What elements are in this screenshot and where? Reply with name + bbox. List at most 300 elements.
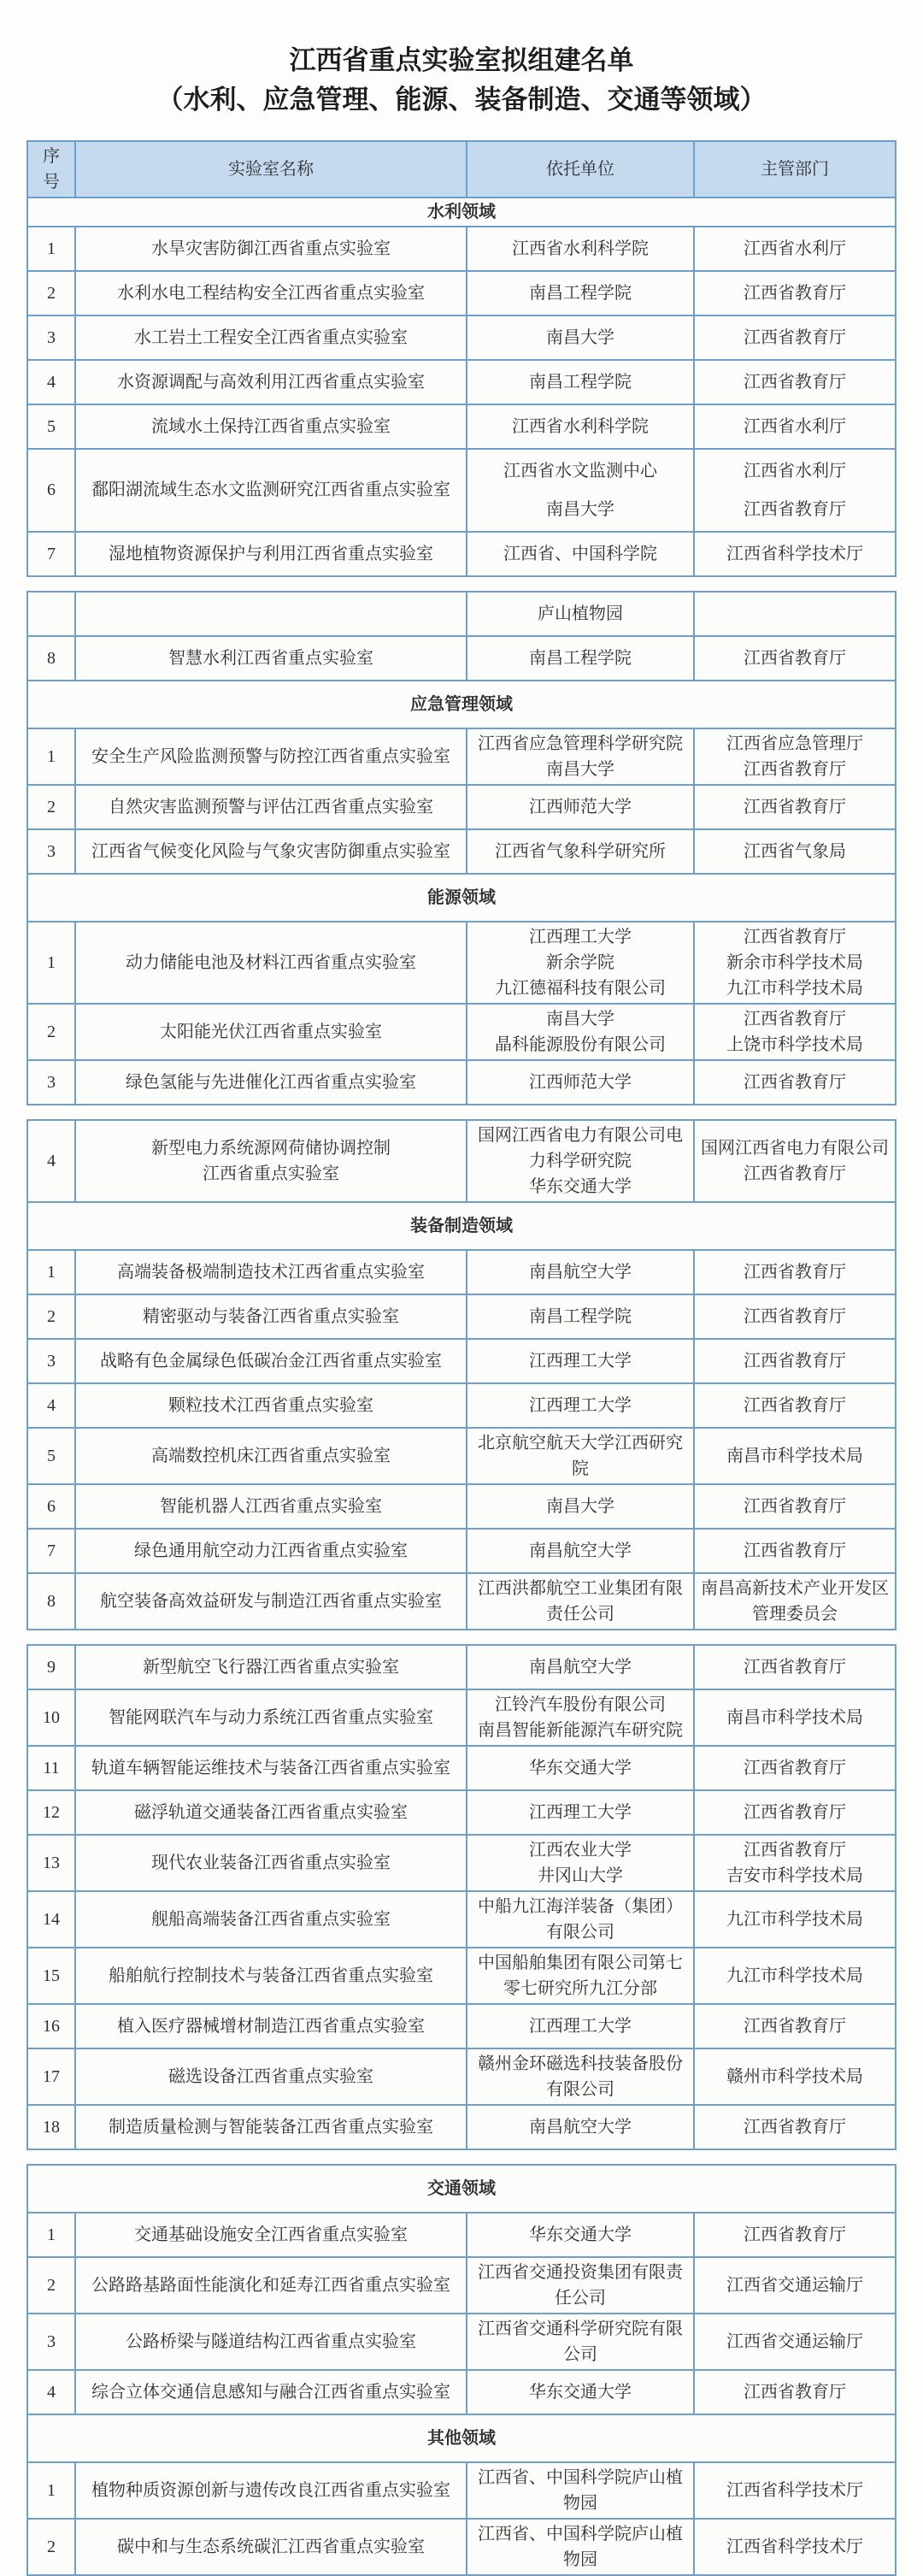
cell-unit [467, 360, 694, 404]
cell-dept-line: 江西省科学技术厅 [726, 545, 863, 563]
cell-lab-name [75, 227, 467, 271]
cell-no: 16 [27, 2004, 75, 2048]
cell-no: 15 [27, 1948, 75, 2004]
cell-unit-line: 江西理工大学 [529, 2017, 632, 2036]
cell-unit [467, 1746, 694, 1790]
cell-unit [467, 227, 694, 271]
cell-lab-name-line: 高端数控机床江西省重点实验室 [151, 1447, 391, 1465]
table-row [27, 1484, 896, 1529]
cell-dept [694, 922, 896, 1004]
cell-dept [694, 636, 896, 681]
cell-no: 3 [27, 829, 75, 874]
header-cell-dept: 主管部门 [694, 141, 896, 197]
cell-unit-line: 南昌大学 [546, 499, 614, 519]
cell-lab-name-line: 新型航空飞行器江西省重点实验室 [143, 1658, 399, 1677]
cell-unit [467, 1060, 694, 1105]
cell-dept-line: 南昌高新技术产业开发区管理委员会 [701, 1579, 889, 1624]
cell-dept [694, 1060, 896, 1105]
cell-lab-name-line: 流域水土保持江西省重点实验室 [151, 417, 391, 436]
cell-lab-name [75, 2048, 467, 2105]
cell-lab-name-line: 综合立体交通信息感知与融合江西省重点实验室 [91, 2383, 450, 2402]
table-row [27, 1428, 896, 1484]
cell-lab-name-line: 公路桥梁与隧道结构江西省重点实验室 [126, 2332, 416, 2351]
cell-dept [694, 2370, 896, 2414]
cell-dept-line: 南昌市科学技术局 [726, 1447, 863, 1465]
cell-unit [467, 636, 694, 681]
cell-dept [694, 592, 896, 636]
cell-no: 18 [27, 2105, 75, 2149]
cell-lab-name-line: 鄱阳湖流域生态水文监测研究江西省重点实验室 [91, 480, 450, 499]
section-row [27, 874, 896, 922]
cell-lab-name [75, 592, 467, 636]
cell-dept-line: 江西省教育厅 [744, 2383, 846, 2402]
cell-unit-line: 江西省交通科学研究院有限公司 [478, 2320, 683, 2364]
cell-unit-line: 南昌航空大学 [529, 1658, 632, 1677]
cell-lab-name-line: 新型电力系统源网荷储协调控制 [151, 1139, 391, 1158]
cell-dept-line: 江西省教育厅 [744, 1841, 846, 1860]
cell-lab-name-line: 交通基础设施安全江西省重点实验室 [134, 2225, 408, 2244]
cell-no: 9 [27, 1645, 75, 1689]
cell-dept [694, 728, 896, 785]
cell-lab-name-line: 现代农业装备江西省重点实验室 [151, 1854, 391, 1872]
cell-dept [694, 2048, 896, 2105]
table-row [27, 1120, 896, 1202]
cell-dept [694, 1294, 896, 1339]
cell-dept [694, 271, 896, 315]
cell-no: 17 [27, 2048, 75, 2105]
cell-dept-line: 吉安市科学技术局 [726, 1866, 863, 1885]
cell-unit [467, 922, 694, 1004]
cell-lab-name-line: 安全生产风险监测预警与防控江西省重点实验室 [91, 747, 450, 766]
cell-dept [694, 2105, 896, 2149]
cell-lab-name [75, 1689, 467, 1746]
cell-unit [467, 404, 694, 449]
cell-dept-line: 江西省教育厅 [744, 2118, 846, 2137]
table-row [27, 1891, 896, 1948]
cell-no: 1 [27, 1250, 75, 1294]
cell-unit-line: 南昌航空大学 [529, 1263, 632, 1282]
table-row [27, 829, 896, 874]
cell-no: 7 [27, 1529, 75, 1573]
page-title-line2: （水利、应急管理、能源、装备制造、交通等领域） [156, 85, 767, 115]
section-label: 其他领域 [27, 2414, 896, 2462]
cell-lab-name [75, 2004, 467, 2048]
cell-unit-line: 江西省水利科学院 [512, 239, 649, 258]
cell-unit-line: 江西师范大学 [529, 1073, 632, 1092]
cell-no: 10 [27, 1689, 75, 1746]
cell-unit [467, 592, 694, 636]
cell-dept [694, 532, 896, 576]
cell-unit-line: 江西省、中国科学院庐山植物园 [478, 2468, 683, 2513]
table-row [27, 785, 896, 829]
cell-unit-line: 江西省气象科学研究所 [495, 842, 666, 861]
cell-dept [694, 315, 896, 360]
cell-dept [694, 1339, 896, 1383]
cell-unit-line: 南昌大学 [546, 1497, 614, 1516]
header-cell-no [27, 141, 75, 197]
cell-unit [467, 1645, 694, 1689]
cell-lab-name-line: 动力储能电池及材料江西省重点实验室 [126, 953, 416, 972]
cell-no: 1 [27, 227, 75, 271]
cell-dept [694, 785, 896, 829]
cell-unit-line: 井冈山大学 [538, 1866, 623, 1885]
cell-unit-line: 江西省水利科学院 [512, 417, 649, 436]
cell-unit-line: 北京航空航天大学江西研究院 [478, 1434, 683, 1478]
cell-lab-name-line: 航空装备高效益研发与制造江西省重点实验室 [100, 1592, 442, 1611]
cell-dept-line: 九江市科学技术局 [726, 1910, 863, 1929]
cell-dept-line: 赣州市科学技术局 [726, 2067, 863, 2086]
section-label: 交通领域 [27, 2165, 896, 2213]
cell-no: 4 [27, 360, 75, 404]
cell-dept [694, 360, 896, 404]
cell-lab-name [75, 1645, 467, 1689]
cell-no: 8 [27, 1573, 75, 1630]
cell-lab-name [75, 2462, 467, 2519]
cell-lab-name [75, 1529, 467, 1573]
table-row [27, 315, 896, 360]
cell-lab-name [75, 315, 467, 360]
cell-dept-line: 江西省应急管理厅 [726, 734, 863, 753]
cell-dept-line: 江西省教育厅 [744, 2017, 846, 2036]
cell-dept-line: 新余市科学技术局 [726, 953, 863, 972]
header-no-line: 序 [43, 147, 60, 166]
section-label: 水利领域 [27, 197, 896, 227]
cell-no: 1 [27, 922, 75, 1004]
cell-unit [467, 785, 694, 829]
cell-lab-name-line: 水资源调配与高效利用江西省重点实验室 [117, 373, 425, 392]
cell-unit-line: 江西理工大学 [529, 1803, 632, 1822]
cell-lab-name-line: 高端装备极端制造技术江西省重点实验室 [117, 1263, 425, 1282]
table-row [27, 2048, 896, 2105]
cell-unit-line: 江西洪都航空工业集团有限责任公司 [478, 1579, 683, 1624]
cell-no: 1 [27, 728, 75, 785]
cell-lab-name [75, 2257, 467, 2314]
cell-lab-name-line: 植入医疗器械增材制造江西省重点实验室 [117, 2017, 425, 2036]
table-row [27, 1060, 896, 1105]
cell-dept [694, 2314, 896, 2370]
cell-lab-name-line: 舰船高端装备江西省重点实验室 [151, 1910, 391, 1929]
lab-table-segments [0, 140, 923, 2576]
cell-lab-name [75, 785, 467, 829]
cell-no: 5 [27, 404, 75, 449]
cell-lab-name [75, 1004, 467, 1060]
table-row [27, 922, 896, 1004]
cell-lab-name-line: 制造质量检测与智能装备江西省重点实验室 [109, 2118, 433, 2137]
cell-no [27, 592, 75, 636]
section-row [27, 2414, 896, 2462]
cell-lab-name-line: 江西省气候变化风险与气象灾害防御重点实验室 [91, 842, 450, 861]
cell-unit-line: 江西省应急管理科学研究院 [478, 734, 683, 753]
cell-dept [694, 449, 896, 532]
cell-lab-name-line: 颗粒技术江西省重点实验室 [168, 1396, 373, 1415]
cell-lab-name-line: 绿色氢能与先进催化江西省重点实验室 [126, 1073, 416, 1092]
cell-dept-line: 江西省教育厅 [744, 373, 846, 392]
cell-no: 2 [27, 271, 75, 315]
cell-lab-name [75, 1383, 467, 1428]
table-row [27, 2213, 896, 2257]
cell-dept-line: 九江市科学技术局 [726, 1966, 863, 1985]
table-row [27, 1529, 896, 1573]
cell-unit-line: 江西师范大学 [529, 798, 632, 816]
cell-unit-line: 南昌航空大学 [529, 2118, 632, 2137]
cell-dept [694, 2213, 896, 2257]
cell-no: 8 [27, 636, 75, 681]
cell-no: 2 [27, 2519, 75, 2575]
section-label: 装备制造领域 [27, 1202, 896, 1250]
cell-lab-name-line: 水工岩土工程安全江西省重点实验室 [134, 328, 408, 347]
cell-lab-name [75, 636, 467, 681]
lab-table-segment-4 [26, 1644, 897, 2150]
cell-no: 2 [27, 2257, 75, 2314]
page-title-line1: 江西省重点实验室拟组建名单 [289, 45, 634, 75]
table-row [27, 532, 896, 576]
cell-unit-line: 中船九江海洋装备（集团）有限公司 [478, 1897, 683, 1942]
table-row [27, 592, 896, 636]
section-row [27, 681, 896, 728]
cell-lab-name-line: 战略有色金属绿色低碳冶金江西省重点实验室 [100, 1352, 442, 1371]
cell-dept [694, 2004, 896, 2048]
cell-no: 5 [27, 1428, 75, 1484]
cell-no: 2 [27, 1004, 75, 1060]
cell-unit-line: 南昌大学 [546, 1010, 614, 1029]
cell-unit [467, 1250, 694, 1294]
table-row [27, 2105, 896, 2149]
cell-unit-line: 南昌工程学院 [529, 1307, 632, 1326]
table-row [27, 1645, 896, 1689]
cell-unit [467, 1948, 694, 2004]
header-cell-lab-name: 实验室名称 [75, 141, 467, 197]
cell-lab-name [75, 829, 467, 874]
cell-dept-line: 江西省教育厅 [744, 1541, 846, 1560]
cell-unit [467, 1294, 694, 1339]
cell-dept-line: 江西省教育厅 [744, 1073, 846, 1092]
cell-dept-line: 上饶市科学技术局 [726, 1035, 863, 1054]
cell-dept-line: 南昌市科学技术局 [726, 1708, 863, 1727]
cell-unit-line: 南昌航空大学 [529, 1541, 632, 1560]
cell-no: 3 [27, 315, 75, 360]
cell-unit-line: 江西农业大学 [529, 1841, 632, 1860]
cell-unit [467, 1428, 694, 1484]
cell-unit [467, 829, 694, 874]
cell-no: 4 [27, 2370, 75, 2414]
cell-unit [467, 532, 694, 576]
cell-unit-line: 南昌工程学院 [529, 284, 632, 303]
cell-unit-line: 江铃汽车股份有限公司 [495, 1695, 666, 1714]
cell-unit-line: 江西省水文监测中心 [503, 461, 657, 480]
table-row [27, 2257, 896, 2314]
cell-lab-name [75, 1120, 467, 1202]
cell-no: 2 [27, 785, 75, 829]
cell-dept [694, 1484, 896, 1529]
cell-dept-line: 江西省交通运输厅 [726, 2276, 863, 2295]
cell-lab-name-line: 江西省重点实验室 [203, 1164, 339, 1183]
cell-lab-name [75, 1835, 467, 1891]
table-row [27, 1383, 896, 1428]
cell-unit [467, 1484, 694, 1529]
page-title [0, 41, 923, 120]
cell-dept [694, 1383, 896, 1428]
cell-dept [694, 1120, 896, 1202]
cell-lab-name [75, 1060, 467, 1105]
table-row [27, 1746, 896, 1790]
cell-dept-line: 江西省教育厅 [744, 2225, 846, 2244]
cell-unit-line: 南昌智能新能源汽车研究院 [478, 1721, 683, 1740]
table-row [27, 728, 896, 785]
cell-lab-name [75, 1948, 467, 2004]
cell-unit [467, 2257, 694, 2314]
cell-no: 7 [27, 532, 75, 576]
cell-no: 14 [27, 1891, 75, 1948]
cell-no: 4 [27, 1120, 75, 1202]
cell-unit [467, 2105, 694, 2149]
cell-no: 4 [27, 1383, 75, 1428]
cell-unit [467, 2213, 694, 2257]
cell-unit [467, 2048, 694, 2105]
cell-dept-line: 江西省科学技术厅 [726, 2481, 863, 2500]
section-row [27, 197, 896, 227]
table-row [27, 360, 896, 404]
table-row [27, 1004, 896, 1060]
table-row [27, 1294, 896, 1339]
cell-unit-line: 江西省、中国科学院庐山植物园 [478, 2525, 683, 2569]
cell-dept [694, 1529, 896, 1573]
cell-lab-name-line: 植物种质资源创新与遗传改良江西省重点实验室 [91, 2481, 450, 2500]
cell-lab-name [75, 1339, 467, 1383]
cell-unit-line: 江西理工大学 [529, 1396, 632, 1415]
cell-lab-name-line: 水利水电工程结构安全江西省重点实验室 [117, 284, 425, 303]
cell-dept [694, 1250, 896, 1294]
cell-dept-line: 江西省水利厅 [744, 417, 846, 436]
cell-unit-line: 江西省交通投资集团有限责任公司 [478, 2263, 683, 2308]
cell-dept [694, 829, 896, 874]
cell-unit-line: 新余学院 [546, 953, 614, 972]
cell-dept [694, 2462, 896, 2519]
cell-no: 1 [27, 2462, 75, 2519]
cell-no: 3 [27, 2314, 75, 2370]
cell-lab-name [75, 2370, 467, 2414]
section-row [27, 1202, 896, 1250]
cell-unit-line: 南昌工程学院 [529, 373, 632, 392]
table-row [27, 1250, 896, 1294]
lab-table-segment-2 [26, 591, 897, 1105]
cell-dept-line: 江西省教育厅 [744, 1164, 846, 1183]
cell-lab-name-line: 磁浮轨道交通装备江西省重点实验室 [134, 1803, 408, 1822]
cell-lab-name [75, 271, 467, 315]
cell-dept-line: 江西省教育厅 [744, 328, 846, 347]
cell-dept-line: 江西省教育厅 [744, 798, 846, 816]
cell-dept-line: 江西省水利厅 [744, 461, 846, 480]
cell-dept [694, 1428, 896, 1484]
cell-no: 2 [27, 1294, 75, 1339]
cell-dept-line: 江西省教育厅 [744, 1497, 846, 1516]
cell-lab-name-line: 轨道车辆智能运维技术与装备江西省重点实验室 [91, 1759, 450, 1777]
cell-lab-name [75, 2314, 467, 2370]
cell-unit [467, 315, 694, 360]
cell-unit-line: 九江德福科技有限公司 [495, 979, 666, 998]
cell-unit-line: 南昌大学 [546, 760, 614, 779]
cell-dept-line: 江西省教育厅 [744, 499, 846, 519]
cell-lab-name [75, 532, 467, 576]
cell-lab-name [75, 1573, 467, 1630]
cell-unit [467, 1891, 694, 1948]
cell-unit-line: 华东交通大学 [529, 2225, 632, 2244]
cell-lab-name-line: 船舶航行控制技术与装备江西省重点实验室 [109, 1966, 433, 1985]
cell-no: 12 [27, 1790, 75, 1835]
table-row [27, 1835, 896, 1891]
cell-dept [694, 227, 896, 271]
cell-dept-line: 江西省交通运输厅 [726, 2332, 863, 2351]
cell-dept-line: 江西省气象局 [744, 842, 846, 861]
cell-dept-line: 江西省教育厅 [744, 928, 846, 946]
cell-unit [467, 1689, 694, 1746]
cell-unit [467, 1383, 694, 1428]
cell-lab-name [75, 1891, 467, 1948]
cell-no: 13 [27, 1835, 75, 1891]
table-row [27, 1790, 896, 1835]
cell-unit [467, 2314, 694, 2370]
cell-unit-line: 赣州金环磁选科技装备股份有限公司 [478, 2054, 683, 2099]
cell-lab-name [75, 1250, 467, 1294]
cell-no: 3 [27, 1339, 75, 1383]
cell-dept-line: 国网江西省电力有限公司 [701, 1139, 889, 1158]
cell-dept-line: 江西省教育厅 [744, 1307, 846, 1326]
cell-dept-line: 江西省教育厅 [744, 1352, 846, 1371]
table-row [27, 1689, 896, 1746]
cell-dept-line: 江西省水利厅 [744, 239, 846, 258]
cell-lab-name-line: 智能机器人江西省重点实验室 [160, 1497, 382, 1516]
cell-unit [467, 271, 694, 315]
cell-lab-name [75, 1484, 467, 1529]
table-row [27, 2314, 896, 2370]
cell-unit [467, 728, 694, 785]
cell-lab-name-line: 智能网联汽车与动力系统江西省重点实验室 [109, 1708, 433, 1727]
cell-lab-name [75, 449, 467, 532]
cell-unit [467, 2462, 694, 2519]
cell-no: 1 [27, 2213, 75, 2257]
cell-lab-name [75, 1790, 467, 1835]
lab-table-segment-5 [26, 2164, 897, 2576]
cell-unit [467, 1120, 694, 1202]
cell-unit-line: 华东交通大学 [529, 1759, 632, 1777]
cell-dept-line: 江西省教育厅 [744, 1803, 846, 1822]
cell-lab-name-line: 湿地植物资源保护与利用江西省重点实验室 [109, 545, 433, 563]
cell-lab-name-line: 太阳能光伏江西省重点实验室 [160, 1023, 382, 1041]
table-row [27, 271, 896, 315]
cell-lab-name-line: 磁选设备江西省重点实验室 [168, 2067, 373, 2086]
table-row [27, 2370, 896, 2414]
cell-dept [694, 1689, 896, 1746]
cell-dept [694, 1746, 896, 1790]
cell-unit [467, 1339, 694, 1383]
cell-unit-line: 华东交通大学 [529, 1177, 632, 1196]
cell-unit-line: 中国船舶集团有限公司第七零七研究所九江分部 [478, 1954, 683, 1998]
cell-unit-line: 晶科能源股份有限公司 [495, 1035, 666, 1054]
cell-dept [694, 404, 896, 449]
cell-unit-line: 南昌大学 [546, 328, 614, 347]
cell-unit [467, 449, 694, 532]
cell-dept [694, 1948, 896, 2004]
cell-unit [467, 1529, 694, 1573]
table-row [27, 1948, 896, 2004]
cell-dept [694, 1004, 896, 1060]
cell-dept-line: 江西省科学技术厅 [726, 2538, 863, 2556]
cell-lab-name [75, 2105, 467, 2149]
cell-lab-name-line: 智慧水利江西省重点实验室 [168, 649, 373, 668]
cell-lab-name-line: 绿色通用航空动力江西省重点实验室 [134, 1541, 408, 1560]
table-row [27, 449, 896, 532]
lab-table-segment-1 [26, 140, 897, 577]
cell-unit [467, 1835, 694, 1891]
